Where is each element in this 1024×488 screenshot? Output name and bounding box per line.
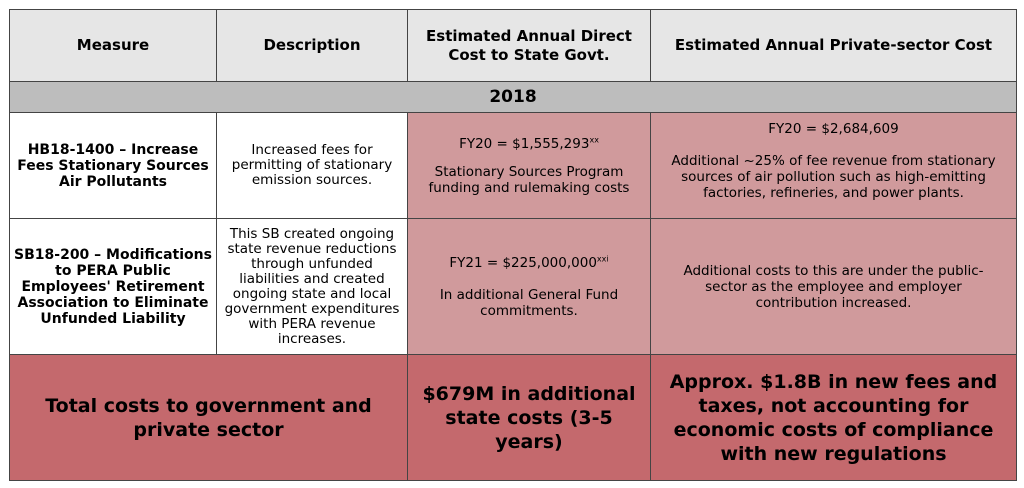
description-cell: Increased fees for permitting of stationary emission sources. xyxy=(217,113,408,219)
gov-cost-amount: $FY20 = \$1,555,293^{xx}$ xyxy=(459,135,599,152)
table-row xyxy=(10,219,1017,355)
footnote-ref: xx xyxy=(589,135,599,144)
header-measure: Measure xyxy=(10,10,217,82)
footnote-ref: xxi xyxy=(596,254,609,263)
table-row xyxy=(10,113,1017,219)
header-row xyxy=(10,10,1017,82)
total-private-cost: Approx. $1.8B in new fees and taxes, not accounting for economic costs of compliance with new regulations xyxy=(651,355,1017,481)
header-gov-cost: Estimated Annual Direct Cost to State Govt. xyxy=(408,10,651,82)
year-row xyxy=(10,82,1017,113)
private-cost-amount: FY20 = $2,684,609 xyxy=(768,121,899,137)
private-cost-cell xyxy=(651,219,1017,355)
total-gov-cost: $679M in additional state costs (3-5 years) xyxy=(408,355,651,481)
gov-cost-detail: Stationary Sources Program funding and rulemaking costs xyxy=(428,163,630,196)
gov-cost-amount: $FY21 = \$225,000,000^{xxi}$ xyxy=(449,254,609,271)
total-label: Total costs to government and private sector xyxy=(10,355,408,481)
header-description: Description xyxy=(217,10,408,82)
gov-cost-detail: In additional General Fund commitments. xyxy=(439,286,619,319)
cost-table xyxy=(9,9,1017,481)
year-label: 2018 xyxy=(10,82,1017,113)
header-private-cost: Estimated Annual Private-sector Cost xyxy=(651,10,1017,82)
total-row xyxy=(10,355,1017,481)
measure-cell: SB18-200 – Modifications to PERA Public Employees' Retirement Association to Eliminate Unfunded Liability xyxy=(10,219,217,355)
private-cost-detail: Additional costs to this are under the public-sector as the employee and employer contribution increased. xyxy=(683,262,984,311)
description-cell: This SB created ongoing state revenue reductions through unfunded liabilities and created ongoing state and local government expenditures with PERA revenue increases. xyxy=(217,219,408,355)
private-cost-detail: Additional ~25% of fee revenue from stationary sources of air pollution such as high-emitting factories, refineries, and power plants. xyxy=(671,153,996,201)
gov-cost-cell xyxy=(408,113,651,219)
measure-cell: HB18-1400 – Increase Fees Stationary Sources Air Pollutants xyxy=(10,113,217,219)
private-cost-cell xyxy=(651,113,1017,219)
gov-cost-cell xyxy=(408,219,651,355)
